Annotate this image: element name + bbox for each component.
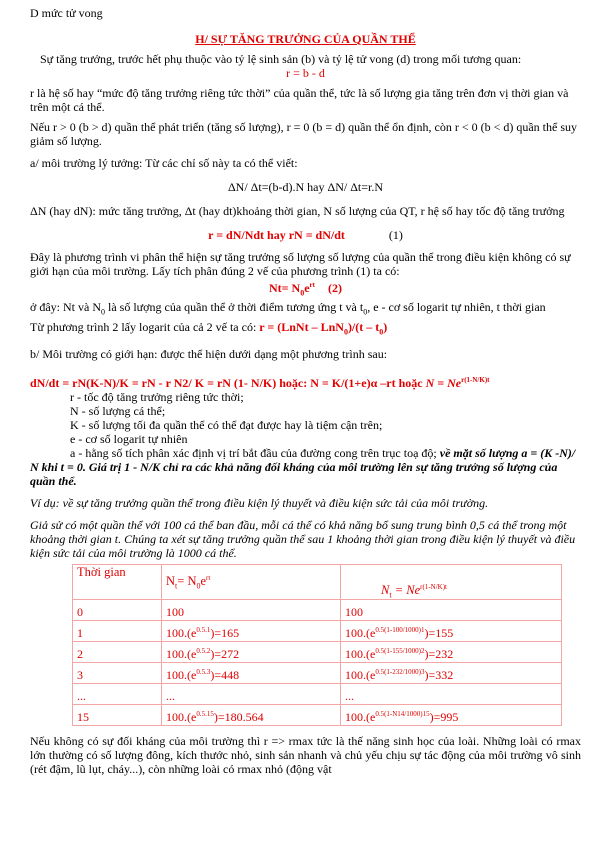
header-time: Thời gian	[73, 565, 162, 600]
definition-item: N - số lượng cá thể;	[70, 404, 166, 419]
table-row: 1 $100.(e^{0.5.1})=165$ $100.(e^{0.5(1-100/1000)1})=155$	[73, 621, 562, 642]
example-paragraph: Giả sử có một quần thể với 100 cá thể ban đầu, mỗi cá thể có khả năng bổ sung trung bình 0,5 cá thể trong một khoảng thời gian t. Chúng ta xét sự tăng trưởng quần thể sau 1 khoảng thời gian trong điều kiện lý thuyết và điều kiện sức tải của môi trường là 1000 cá thể.	[30, 518, 576, 561]
growth-table	[72, 564, 562, 726]
table-row: 15 $100.(e^{0.5.15})=180.564$ $100.(e^{0.5(1-N14/1000)15})=995$	[73, 705, 562, 726]
table-header-row	[73, 565, 562, 600]
header-exponential: $N_t= N_0e^{rt}$	[162, 565, 341, 600]
a-definition: a - hằng số tích phân xác định vị trí bắt đầu của đường cong trên trục toạ độ; về mặt số lượng a = (K -N)/ N khi t = 0. Giá trị 1 - N/K chỉ ra các khả năng đối kháng của môi trường lên sự tăng trưởng số lượng của quần thể.	[30, 446, 576, 489]
r-cases: Nếu r > 0 (b > d) quần thể phát triển (tăng số lượng), r = 0 (b = d) quần thể ổn định, còn r < 0 (b < d) quần thể suy giảm số lượng.	[30, 120, 578, 148]
ideal-env: a/ môi trường lý tưởng: Từ các chỉ số này ta có thể viết:	[30, 156, 298, 170]
equation-2-lhs: Nt= N	[269, 281, 301, 295]
definition-item: e - cơ số logarit tự nhiên	[70, 432, 188, 447]
example-line: Ví dụ: về sự tăng trưởng quần thể trong điều kiện lý thuyết và điều kiện sức tải của môi trường.	[30, 496, 489, 511]
equation-2: $Nt= N_0e^{rt}$ (2)	[269, 281, 342, 298]
log-line: Từ phương trình 2 lấy logarit của cả 2 vế ta có: r = (LnNt – $LnN_0)/(t - t_0)$	[30, 319, 388, 337]
final-paragraph: Nếu không có sự đối kháng của môi trường thì r => rmax tức là thế năng sinh học của loài. Những loài có rmax lớn thường có số lượng đông, kích thước nhỏ, sinh sản nhanh và chủ yếu chịu sự tác động của môi trường vô sinh (rét đậm, lũ lụt, cháy...), còn những loài có rmax nhỏ (động vật	[30, 734, 581, 777]
definition-item: r - tốc độ tăng trưởng riêng tức thời;	[70, 390, 244, 405]
delta-formula: ΔN/ Δt=(b-d).N hay ΔN/ Δt=r.N	[227, 180, 384, 194]
logistic-equation: dN/dt = rN(K-N)/K = rN - r N2/ K = rN (1- N/K) hoặc: N = K/(1+e)α –rt hoặc $N = Ne^{r(1-N/K)t}$	[30, 376, 490, 391]
table-row: 2 $100.(e^{0.5.2})=272$ $100.(e^{0.5(1-155/1000)2})=232$	[73, 642, 562, 663]
table-row: ... ... ...	[73, 684, 562, 705]
table-row: 0 100 100	[73, 600, 562, 621]
header-logistic: $N_t = Ne^{r(1-N/K)t}$	[341, 565, 562, 600]
equation-1-number: (1)	[388, 228, 403, 242]
delta-definition: ΔN (hay dN): mức tăng trưởng, Δt (hay dt)khoảng thời gian, N số lượng của QT, r hệ số hay tốc độ tăng trưởng	[30, 204, 565, 218]
equation-2-definition: ở đây: Nt và $N_0$ là số lượng của quần thể ở thời điểm tương ứng t và $t_0$, e - cơ số logarit tự nhiên, t thời gian	[30, 300, 546, 317]
top-line: D mức tử vong	[30, 6, 103, 20]
variable-definitions	[30, 390, 581, 446]
r-definition: r là hệ số hay “mức độ tăng trưởng riêng tức thời” của quần thể, tức là số lượng gia tăng trên đơn vị thời gian và trên một cá thể.	[30, 86, 569, 114]
section-heading: H/ SỰ TĂNG TRƯỞNG CỦA QUẦN THỂ	[195, 32, 416, 46]
equation-1	[30, 228, 581, 242]
intro-paragraph: Sự tăng trưởng, trước hết phụ thuộc vào tỷ lệ sinh sản (b) và tỷ lệ tử vong (d) trong mối tương quan:	[40, 52, 522, 66]
table-row: 3 $100.(e^{0.5.3})=448$ $100.(e^{0.5(1-232/1000)3})=332$	[73, 663, 562, 684]
definition-item: K - số lượng tối đa quần thể có thể đạt được hay là tiệm cận trên;	[70, 418, 383, 433]
formula-r: r = b - d	[286, 66, 325, 80]
log-formula: r = (LnNt – $LnN_0)/(t - t_0)$	[259, 319, 388, 337]
limited-env: b/ Môi trường có giới hạn: được thể hiện dưới dạng một phương trình sau:	[30, 347, 388, 362]
differential-text: Đây là phương trình vi phân thể hiện sự tăng trưởng số lượng số lượng của quần thể trong điều kiện không có sự giới hạn của môi trường. Lấy tích phân đúng 2 vế của phương trình (1) ta có:	[30, 250, 571, 278]
equation-1-text: r = dN/Ndt hay rN = dN/dt	[208, 228, 345, 242]
equation-2-number: (2)	[327, 281, 342, 295]
